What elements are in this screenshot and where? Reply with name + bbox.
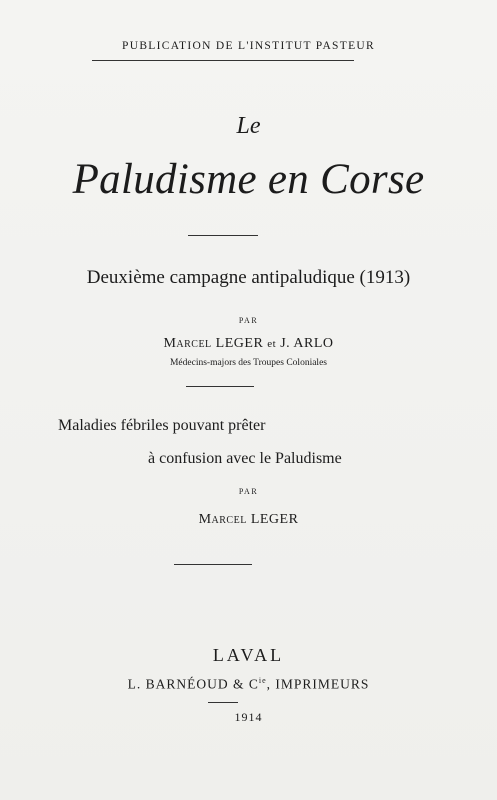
author2-last-name: ARLO — [293, 336, 334, 351]
divider-rule — [174, 564, 252, 565]
imprint-printer — [0, 676, 497, 693]
part2-author-last-name: LEGER — [250, 512, 299, 527]
printer-name: L. BARNÉOUD & C — [127, 676, 259, 692]
authors-line — [0, 336, 497, 352]
subtitle: Deuxième campagne antipaludique (1913) — [86, 267, 411, 288]
divider-rule — [186, 386, 254, 387]
title-article: Le — [236, 113, 261, 139]
author-conjunction: et — [267, 338, 277, 350]
by-label: PAR — [238, 316, 259, 325]
author1-first-name: Marcel — [163, 336, 212, 351]
part2-author-line — [0, 512, 497, 528]
imprint-year: 1914 — [234, 710, 263, 724]
by-label: PAR — [238, 487, 259, 496]
printer-superscript: ie — [258, 676, 267, 685]
printer-suffix: , IMPRIMEURS — [266, 676, 370, 692]
divider-rule — [188, 235, 258, 236]
imprint-city: LAVAL — [212, 645, 285, 665]
header-rule — [92, 60, 354, 61]
publisher-header: PUBLICATION DE L'INSTITUT PASTEUR — [122, 40, 375, 52]
author1-last-name: LEGER — [215, 336, 264, 351]
part2-title-line2: à confusion avec le Paludisme — [148, 450, 342, 467]
divider-rule — [208, 702, 238, 703]
part2-author-first-name: Marcel — [198, 512, 247, 527]
book-title: Paludisme en Corse — [72, 156, 425, 203]
author-affiliation: Médecins-majors des Troupes Coloniales — [169, 358, 327, 368]
author2-initial: J. — [280, 336, 291, 351]
part2-title-line1: Maladies fébriles pouvant prêter — [58, 417, 266, 434]
